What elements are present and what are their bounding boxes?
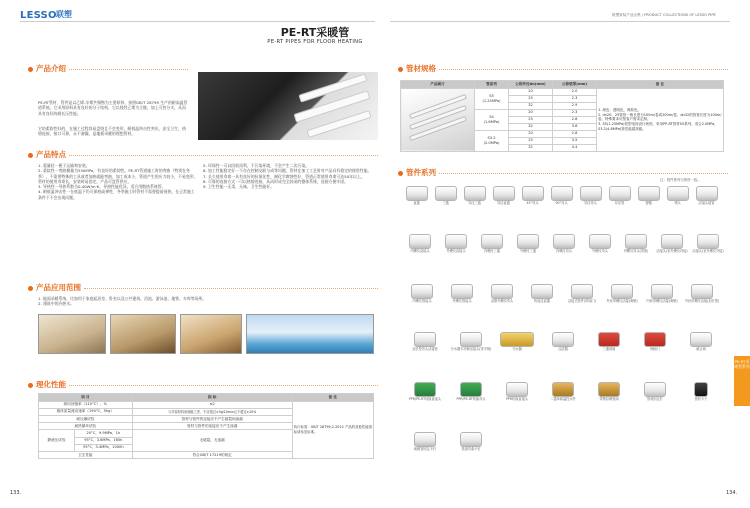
fitting-image bbox=[609, 186, 631, 201]
fitting-item bbox=[474, 234, 510, 254]
fitting-item bbox=[546, 234, 582, 254]
col-header: 管系列 bbox=[475, 81, 509, 89]
fitting-item bbox=[576, 186, 605, 206]
fitting-item bbox=[448, 432, 494, 452]
fitting-item bbox=[438, 234, 474, 254]
fitting-label: PPR转换直接头 bbox=[506, 397, 528, 401]
cell-item: 20°C，9.9MPa，1h bbox=[75, 430, 133, 437]
fitting-item bbox=[442, 284, 482, 304]
table-row bbox=[401, 88, 724, 95]
fitting-label: 分水器 bbox=[512, 347, 522, 351]
cell-item: 静液压试验 bbox=[39, 430, 75, 452]
fitting-label: 异径弯头 bbox=[584, 201, 597, 205]
fitting-image bbox=[611, 284, 633, 299]
dotted-divider bbox=[69, 385, 378, 386]
fitting-image bbox=[690, 332, 712, 347]
cell-item: 纵向回缩率（110°C），% bbox=[39, 401, 133, 408]
fitting-label: 外螺纹三通 bbox=[520, 249, 536, 253]
fitting-image bbox=[491, 284, 513, 299]
application-heading-row bbox=[28, 283, 378, 293]
cell-dn: 20 bbox=[509, 88, 553, 95]
fitting-item bbox=[402, 284, 442, 304]
application-item: 2. 建筑中的冷热水。 bbox=[38, 301, 75, 307]
spec-remarks bbox=[597, 88, 724, 151]
fitting-label: 分水器专用铜活接头(带手柄) bbox=[450, 347, 492, 351]
cell-thickness: 4.4 bbox=[553, 144, 597, 151]
bullet-icon bbox=[28, 153, 33, 158]
fitting-label: 外丝带螺纹活接(加长型) bbox=[684, 299, 720, 303]
col-header: 备 注 bbox=[292, 394, 373, 402]
dotted-divider bbox=[69, 155, 378, 156]
fitting-item bbox=[510, 234, 546, 254]
feature-item: 2. 柔软性一弯曲模量为550MPa，有良好的柔韧性。PE-RT管道施工时的弯曲（特别在冬季），不需要特殊的工具或者加热就能弯曲，加工成本小，管道产生的应力较小，不易变形，管材的使用寿命长，安装时易固定，产品可盘管供应。 bbox=[38, 168, 198, 184]
feature-item: 8. 可靠的连接方式一可以热熔连接，从而形成完全封闭的整体系统，连接方便牢固。 bbox=[203, 178, 349, 184]
cell-value: 与对原材料该测值之差，不应超过±3g/10min且不超过±20% bbox=[132, 408, 292, 415]
col-header: 指 标 bbox=[132, 394, 292, 402]
fitting-label: 活接式管件(带阀门) bbox=[568, 299, 596, 303]
fitting-image bbox=[414, 432, 436, 447]
col-header: 公称外径dn(mm) bbox=[509, 81, 553, 89]
fittings-note: 注：管件系列与管材一致。 bbox=[660, 178, 701, 182]
fitting-label: 内螺纹弯头 bbox=[556, 249, 572, 253]
fitting-image bbox=[580, 186, 602, 201]
cell-value: 管材与管件的连接应不产生渗漏 bbox=[132, 423, 292, 430]
fitting-label: 内螺纹弯头(带座) bbox=[623, 249, 649, 253]
fitting-item bbox=[494, 382, 540, 402]
bathroom-photo bbox=[180, 314, 242, 354]
intro-heading-row bbox=[28, 64, 188, 74]
fitting-label: 内螺纹管接头 bbox=[412, 299, 432, 303]
fitting-image bbox=[553, 234, 575, 249]
performance-heading: 理化性能 bbox=[36, 380, 66, 389]
cell-item: 95°C，3.4MPa，1000h bbox=[75, 444, 133, 451]
fitting-image bbox=[644, 332, 666, 347]
fitting-image bbox=[517, 234, 539, 249]
fitting-label: 外丝带螺纹活接(黄铜) bbox=[606, 299, 638, 303]
fitting-image bbox=[409, 234, 431, 249]
fitting-item bbox=[489, 186, 518, 206]
cell-thickness: 2.3 bbox=[553, 109, 597, 116]
cell-thickness: 2.0 bbox=[553, 88, 597, 95]
fitting-image bbox=[411, 284, 433, 299]
fitting-item bbox=[602, 284, 642, 304]
table-header-row bbox=[401, 81, 724, 89]
fitting-label: 管帽 bbox=[645, 201, 652, 205]
col-header: 项 目 bbox=[39, 394, 133, 402]
table-header-row bbox=[39, 394, 374, 402]
fitting-label: 外螺纹管接头 bbox=[452, 299, 472, 303]
cell-value: 无破裂，无渗漏 bbox=[132, 430, 292, 452]
fitting-label: 异径三通 bbox=[468, 201, 481, 205]
fitting-label: 外螺纹弯头 bbox=[592, 249, 608, 253]
series-label: S4 (1.6MPa) bbox=[475, 109, 509, 130]
features-right bbox=[203, 163, 375, 189]
feature-item: 6. 加工性能稳定好一不存在控制交联与成等问题，管材在加工工艺时对产品具有稳定的使用性能。 bbox=[203, 168, 372, 174]
fitting-image bbox=[481, 234, 503, 249]
header-rule bbox=[390, 21, 730, 22]
feature-item: 1. 重量轻一便于运输和安装。 bbox=[38, 163, 90, 168]
cell-dn: 25 bbox=[509, 137, 553, 144]
header-rule bbox=[20, 21, 375, 22]
fittings-heading: 管件系列 bbox=[406, 168, 436, 177]
fitting-label: 堵头 bbox=[674, 201, 681, 205]
fitting-item bbox=[605, 186, 634, 206]
fitting-label: PPR/PE-RT转换直接头 bbox=[408, 397, 442, 401]
cell-item: 95°C，3.6MPa，165h bbox=[75, 437, 133, 444]
fitting-image bbox=[500, 332, 534, 347]
fitting-item bbox=[431, 186, 460, 206]
cell-value: 符合GB/T 17219的规定 bbox=[132, 451, 292, 458]
fitting-label: 内螺纹三通 bbox=[484, 249, 500, 253]
fitting-item bbox=[482, 284, 522, 304]
fitting-label: 加长型弯头活接管 bbox=[412, 347, 438, 351]
dotted-divider bbox=[439, 69, 728, 70]
fitting-item bbox=[682, 284, 722, 304]
pipe-image bbox=[401, 88, 475, 151]
cell-item: 耐热循环试验 bbox=[39, 423, 133, 430]
fitting-image bbox=[697, 234, 719, 249]
feature-item: 9. 卫生性能一无毒，无味，卫生性能好。 bbox=[203, 184, 275, 190]
fitting-image bbox=[460, 432, 482, 447]
pool-photo bbox=[246, 314, 374, 354]
features-left bbox=[38, 163, 198, 200]
series-label: S5 (1.25MPa) bbox=[475, 88, 509, 109]
fitting-item bbox=[540, 332, 586, 352]
brand-logo-cn: 联塑 bbox=[56, 10, 72, 19]
table-row bbox=[39, 401, 374, 408]
fitting-label: 管材固定钉 bbox=[647, 397, 663, 401]
fitting-image bbox=[406, 186, 428, 201]
fitting-label: 外螺纹直接头 bbox=[446, 249, 466, 253]
fitting-image bbox=[667, 186, 689, 201]
cell-thickness: 2.3 bbox=[553, 95, 597, 102]
fitting-image bbox=[435, 186, 457, 201]
header-collection: 联塑家装产品全集 / PRODUCT COLLECTIONS OF LESSO PIPE bbox=[612, 13, 716, 17]
cell-dn: 32 bbox=[509, 102, 553, 109]
fitting-label: 活接头(室外螺纹内接) bbox=[656, 249, 688, 253]
cell-value: 管材与管件的连接应不产生破裂和渗漏 bbox=[132, 415, 292, 422]
cell-dn: 25 bbox=[509, 116, 553, 123]
page-number-left: 133. bbox=[10, 490, 22, 496]
fitting-image bbox=[625, 234, 647, 249]
application-item: 1. 地面采暖系统，比如用于家庭起居室、卧室以及公共建筑，浴池、游泳池、地铁、车库等场所。 bbox=[38, 296, 207, 301]
bullet-icon bbox=[398, 67, 403, 72]
bedroom-photo bbox=[38, 314, 106, 354]
fitting-image bbox=[638, 186, 660, 201]
fitting-image bbox=[493, 186, 515, 201]
fitting-item bbox=[402, 432, 448, 452]
fitting-label: 90°弯头 bbox=[555, 201, 568, 205]
fitting-image bbox=[589, 234, 611, 249]
product-photo bbox=[198, 72, 378, 140]
fitting-label: 管材卡子 bbox=[694, 397, 708, 401]
performance-table bbox=[38, 393, 374, 459]
remark-item: 3. S5(1.25MPa)管型电视设计规则，采用PP-RT管材S5系列，适合2.0MPa，S3.2(4.6MPa)管性能超高级。 bbox=[598, 121, 718, 131]
dotted-divider bbox=[84, 288, 378, 289]
fitting-item bbox=[518, 186, 547, 206]
cell-item: 熔体质量流动速率（190°C，5kg） bbox=[39, 408, 133, 415]
col-header: 备 注 bbox=[597, 81, 724, 89]
page-number-right: 134. bbox=[726, 490, 738, 496]
fitting-item bbox=[522, 284, 562, 304]
fitting-image bbox=[552, 332, 574, 347]
cell-item: 卫生性能 bbox=[39, 451, 133, 458]
fitting-item bbox=[582, 234, 618, 254]
fitting-image bbox=[694, 382, 708, 397]
fitting-label: 铜阀门 bbox=[650, 347, 660, 351]
fitting-label: 异径管 bbox=[614, 201, 625, 205]
feature-item: 3. 导热性一导热系数为0.40W/m·K，导热性能优异，适合用散热系统管。 bbox=[38, 184, 166, 190]
fitting-label: 活接头接管 bbox=[698, 201, 715, 205]
cell-thickness: 2.8 bbox=[553, 116, 597, 123]
page-subtitle: PE-RT PIPES FOR FLOOR HEATING bbox=[267, 39, 363, 45]
fitting-image bbox=[414, 332, 436, 347]
fitting-item bbox=[586, 332, 632, 352]
cell-thickness: 3.5 bbox=[553, 137, 597, 144]
cell-thickness: 2.9 bbox=[553, 102, 597, 109]
fitting-item bbox=[632, 382, 678, 402]
side-tab: PE-RT采暖管系列 bbox=[734, 356, 750, 406]
fitting-label: 直通 bbox=[413, 201, 420, 205]
fitting-label: 管道弯曲卡钉 bbox=[461, 447, 481, 451]
fitting-label: 双联外螺纹弯头 bbox=[490, 299, 514, 303]
fitting-image bbox=[445, 234, 467, 249]
fitting-label: PPR/PE-RT转换弯头 bbox=[456, 397, 486, 401]
fitting-image bbox=[460, 382, 482, 397]
fitting-item bbox=[402, 234, 438, 254]
spec-table bbox=[400, 80, 724, 152]
fitting-item bbox=[460, 186, 489, 206]
feature-item: 5. 环保性一可以回收再利，不污染环境，不会产生二次污染。 bbox=[203, 163, 310, 168]
fitting-image bbox=[571, 284, 593, 299]
cell-dn: 20 bbox=[509, 130, 553, 137]
fitting-item bbox=[634, 186, 663, 206]
bullet-icon bbox=[28, 286, 33, 291]
fitting-label: 异径直通 bbox=[497, 201, 510, 205]
features-heading: 产品特点 bbox=[36, 150, 66, 159]
remark-item: 1. 颜色：透明色，褐棕色。 bbox=[598, 107, 641, 112]
fitting-label: 过滤器 bbox=[558, 347, 568, 351]
fitting-image bbox=[464, 186, 486, 201]
intro-text-1: PE-RT管材，管件是以乙烯-辛烯共聚物为主要原料，按照GB/T 28799 生产的耐高温管道系统。它采用原料具有良好的分子结构，它以线性乙烯为主链，加上可控分支，从而具有良好的耐长压性能。 bbox=[38, 100, 188, 116]
fitting-image bbox=[451, 284, 473, 299]
fitting-image bbox=[552, 382, 574, 397]
fitting-item bbox=[402, 186, 431, 206]
fitting-item bbox=[618, 234, 654, 254]
fitting-image bbox=[506, 382, 528, 397]
fitting-item bbox=[642, 284, 682, 304]
col-header: 产品图片 bbox=[401, 81, 475, 89]
fitting-item bbox=[678, 332, 724, 352]
cell-dn: 20 bbox=[509, 109, 553, 116]
fitting-item bbox=[690, 234, 726, 254]
fitting-item bbox=[632, 332, 678, 352]
fitting-item bbox=[402, 332, 448, 352]
dotted-divider bbox=[69, 69, 188, 70]
fittings-grid bbox=[402, 186, 730, 486]
spec-heading-row bbox=[398, 64, 728, 74]
fitting-image bbox=[651, 284, 673, 299]
performance-heading-row bbox=[28, 380, 378, 390]
fitting-item bbox=[663, 186, 692, 206]
fitting-image bbox=[661, 234, 683, 249]
dotted-divider bbox=[439, 173, 728, 174]
fitting-label: 快接过滤器 bbox=[534, 299, 550, 303]
bullet-icon bbox=[28, 67, 33, 72]
features-heading-row bbox=[28, 150, 378, 160]
fitting-image bbox=[696, 186, 718, 201]
spec-heading: 管材规格 bbox=[406, 64, 436, 73]
cell-note: 执行标准：GB/T 28799.2-2012 产品的其他性能指标请参见标准。 bbox=[292, 401, 373, 459]
intro-heading: 产品介绍 bbox=[36, 64, 66, 73]
fitting-item bbox=[654, 234, 690, 254]
cell-item: 耐压爆试验 bbox=[39, 415, 133, 422]
fitting-image bbox=[522, 186, 544, 201]
fitting-label: 带锁扣铜管阀 bbox=[599, 397, 619, 401]
fitting-item bbox=[448, 332, 494, 352]
fitting-image bbox=[531, 284, 553, 299]
fitting-item bbox=[547, 186, 576, 206]
brand-logo: LESSO bbox=[20, 10, 57, 21]
cell-dn: 32 bbox=[509, 144, 553, 151]
fitting-item bbox=[402, 382, 448, 402]
fitting-image bbox=[691, 284, 713, 299]
cell-dn: 25 bbox=[509, 95, 553, 102]
cell-dn: 32 bbox=[509, 123, 553, 130]
col-header: 公称壁厚(mm) bbox=[553, 81, 597, 89]
bullet-icon bbox=[398, 171, 403, 176]
fitting-label: 三通球阀 bbox=[602, 347, 616, 351]
cell-thickness: 3.6 bbox=[553, 123, 597, 130]
intro-text-2: 它的柔软性好的，在施工过程容易盘绕且不会变形，耐低温冲击性突出，安全卫生，热熔连接，接口可靠，永不渗漏，是地板采暖的理想管材。 bbox=[38, 126, 186, 137]
fitting-item bbox=[448, 382, 494, 402]
fitting-item bbox=[586, 382, 632, 402]
feature-item: 7. 长久使用寿命一具有良好的抗氧化性，耐化学腐蚀性好，管道正常使用寿命可达50年以上。 bbox=[203, 173, 365, 179]
fitting-label: 活接头(室外螺纹外接) bbox=[692, 249, 724, 253]
fitting-label: 内丝带螺纹活接(黄铜) bbox=[646, 299, 678, 303]
fitting-label: 45°弯头 bbox=[526, 201, 539, 205]
application-list bbox=[38, 296, 368, 307]
cell-value: ≤2 bbox=[132, 401, 292, 408]
fitting-item bbox=[540, 382, 586, 402]
fitting-image bbox=[598, 382, 620, 397]
fitting-item bbox=[562, 284, 602, 304]
series-label: S3.2 (2.0MPa) bbox=[475, 130, 509, 151]
fitting-image bbox=[598, 332, 620, 347]
bullet-icon bbox=[28, 383, 33, 388]
remark-item: 2. dn20、25管管一般长度为100m/卷或200m/卷，dn32的管管长度为100m/卷，特殊要求可按客户需求定制。 bbox=[598, 112, 722, 122]
fitting-image bbox=[460, 332, 482, 347]
page-title: PE-RT采暖管 bbox=[280, 26, 350, 39]
fitting-image bbox=[551, 186, 573, 201]
feature-item: 4. 耐低温冲击性一在低温下仍可保持高弹性，冬季施工时管材不需要提前预热，在正常施工条件下不会出现问题。 bbox=[38, 189, 195, 200]
fitting-label: 截止阀 bbox=[696, 347, 706, 351]
application-heading: 产品应用范围 bbox=[36, 283, 81, 292]
fitting-label: 地暖管固定卡钉 bbox=[413, 447, 437, 451]
fitting-image bbox=[414, 382, 436, 397]
fitting-image bbox=[644, 382, 666, 397]
fitting-label: 内螺纹直接头 bbox=[410, 249, 430, 253]
cell-thickness: 2.8 bbox=[553, 130, 597, 137]
fitting-label: 三通 bbox=[442, 201, 449, 205]
fitting-label: 二通单阀温控水件 bbox=[550, 397, 576, 401]
living-room-photo bbox=[110, 314, 176, 354]
fitting-item bbox=[692, 186, 721, 206]
fitting-item bbox=[678, 382, 724, 402]
fitting-item bbox=[494, 332, 540, 352]
fittings-heading-row bbox=[398, 168, 728, 178]
